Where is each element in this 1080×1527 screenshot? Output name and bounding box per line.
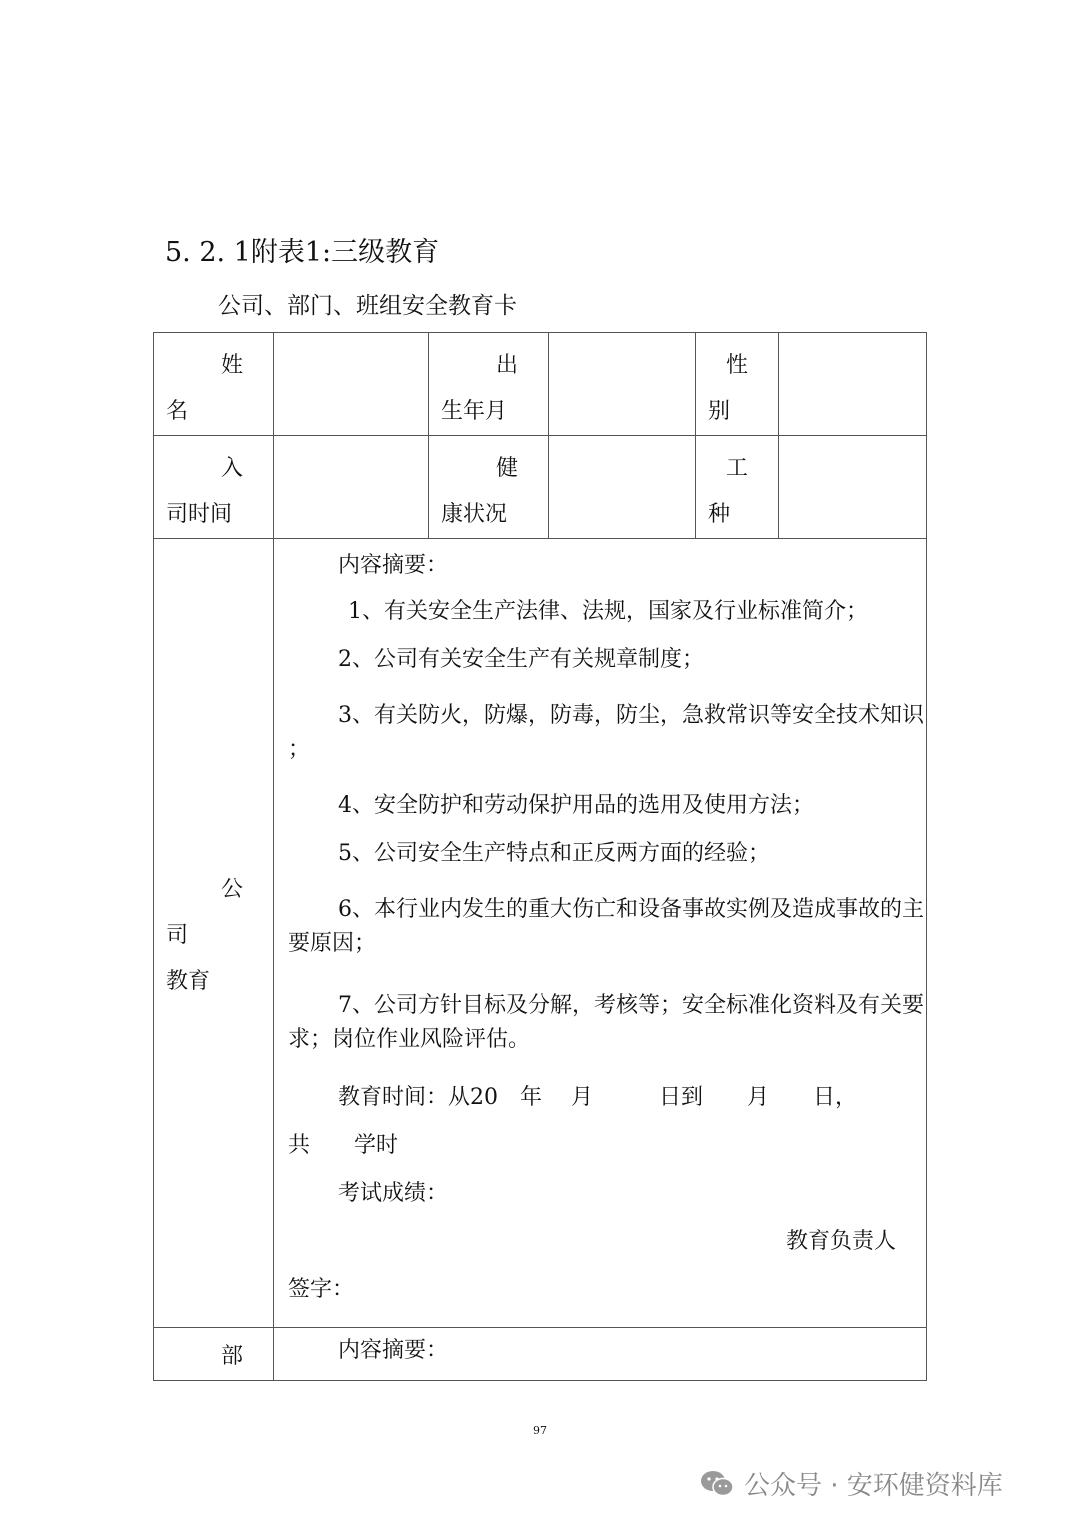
health-label: 健 康状况	[429, 436, 549, 539]
trade-value-cell[interactable]	[779, 436, 927, 539]
content-summary-label: 内容摘要：	[338, 1338, 449, 1363]
birth-value-cell[interactable]	[549, 333, 696, 436]
list-item: 3、有关防火，防爆，防毒，防尘，急救常识等安全技术知识 ；	[288, 703, 924, 762]
watermark	[700, 1465, 1003, 1502]
education-time-line: 教育时间：从20 年 月 日到 月 日，	[338, 1085, 857, 1110]
list-item: 4、安全防护和劳动保护用品的选用及使用方法；	[338, 793, 814, 818]
list-item: 6、本行业内发生的重大伤亡和设备事故实例及造成事故的主要原因；	[288, 897, 924, 956]
company-education-content	[274, 539, 927, 1328]
list-item: 7、公司方针目标及分解，考核等；安全标准化资料及有关要求；岗位作业风险评估。	[288, 993, 924, 1052]
department-education-label: 部	[154, 1328, 274, 1381]
card-title: 公司、部门、班组安全教育卡	[218, 293, 517, 319]
wechat-icon	[700, 1470, 734, 1498]
education-hours-line: 共 学时	[288, 1133, 399, 1158]
join-date-value-cell[interactable]	[274, 436, 429, 539]
join-date-label: 入 司时间	[154, 436, 274, 539]
trade-label: 工 种	[696, 436, 779, 539]
signer-label: 教育负责人	[785, 1229, 896, 1254]
sex-value-cell[interactable]	[779, 333, 927, 436]
exam-score-label: 考试成绩：	[338, 1181, 449, 1206]
content-summary-label: 内容摘要：	[338, 553, 449, 578]
company-education-label: 公 司 教育	[154, 539, 274, 1328]
health-value-cell[interactable]	[549, 436, 696, 539]
page-number: 97	[533, 1424, 547, 1437]
name-value-cell[interactable]	[274, 333, 429, 436]
list-item: 1、有关安全生产法律、法规，国家及行业标准简介；	[348, 599, 868, 624]
name-label: 姓 名	[154, 333, 274, 436]
birth-label: 出 生年月	[429, 333, 549, 436]
watermark-text: 公众号 · 安环健资料库	[744, 1471, 1003, 1501]
education-card-table	[153, 332, 927, 1381]
signature-label: 签字：	[288, 1277, 355, 1302]
section-heading: 5. 2. 1附表1:三级教育	[165, 237, 440, 268]
sex-label: 性 别	[696, 333, 779, 436]
list-item: 5、公司安全生产特点和正反两方面的经验；	[338, 841, 770, 866]
department-education-content	[274, 1328, 927, 1381]
list-item: 2、公司有关安全生产有关规章制度；	[338, 647, 704, 672]
